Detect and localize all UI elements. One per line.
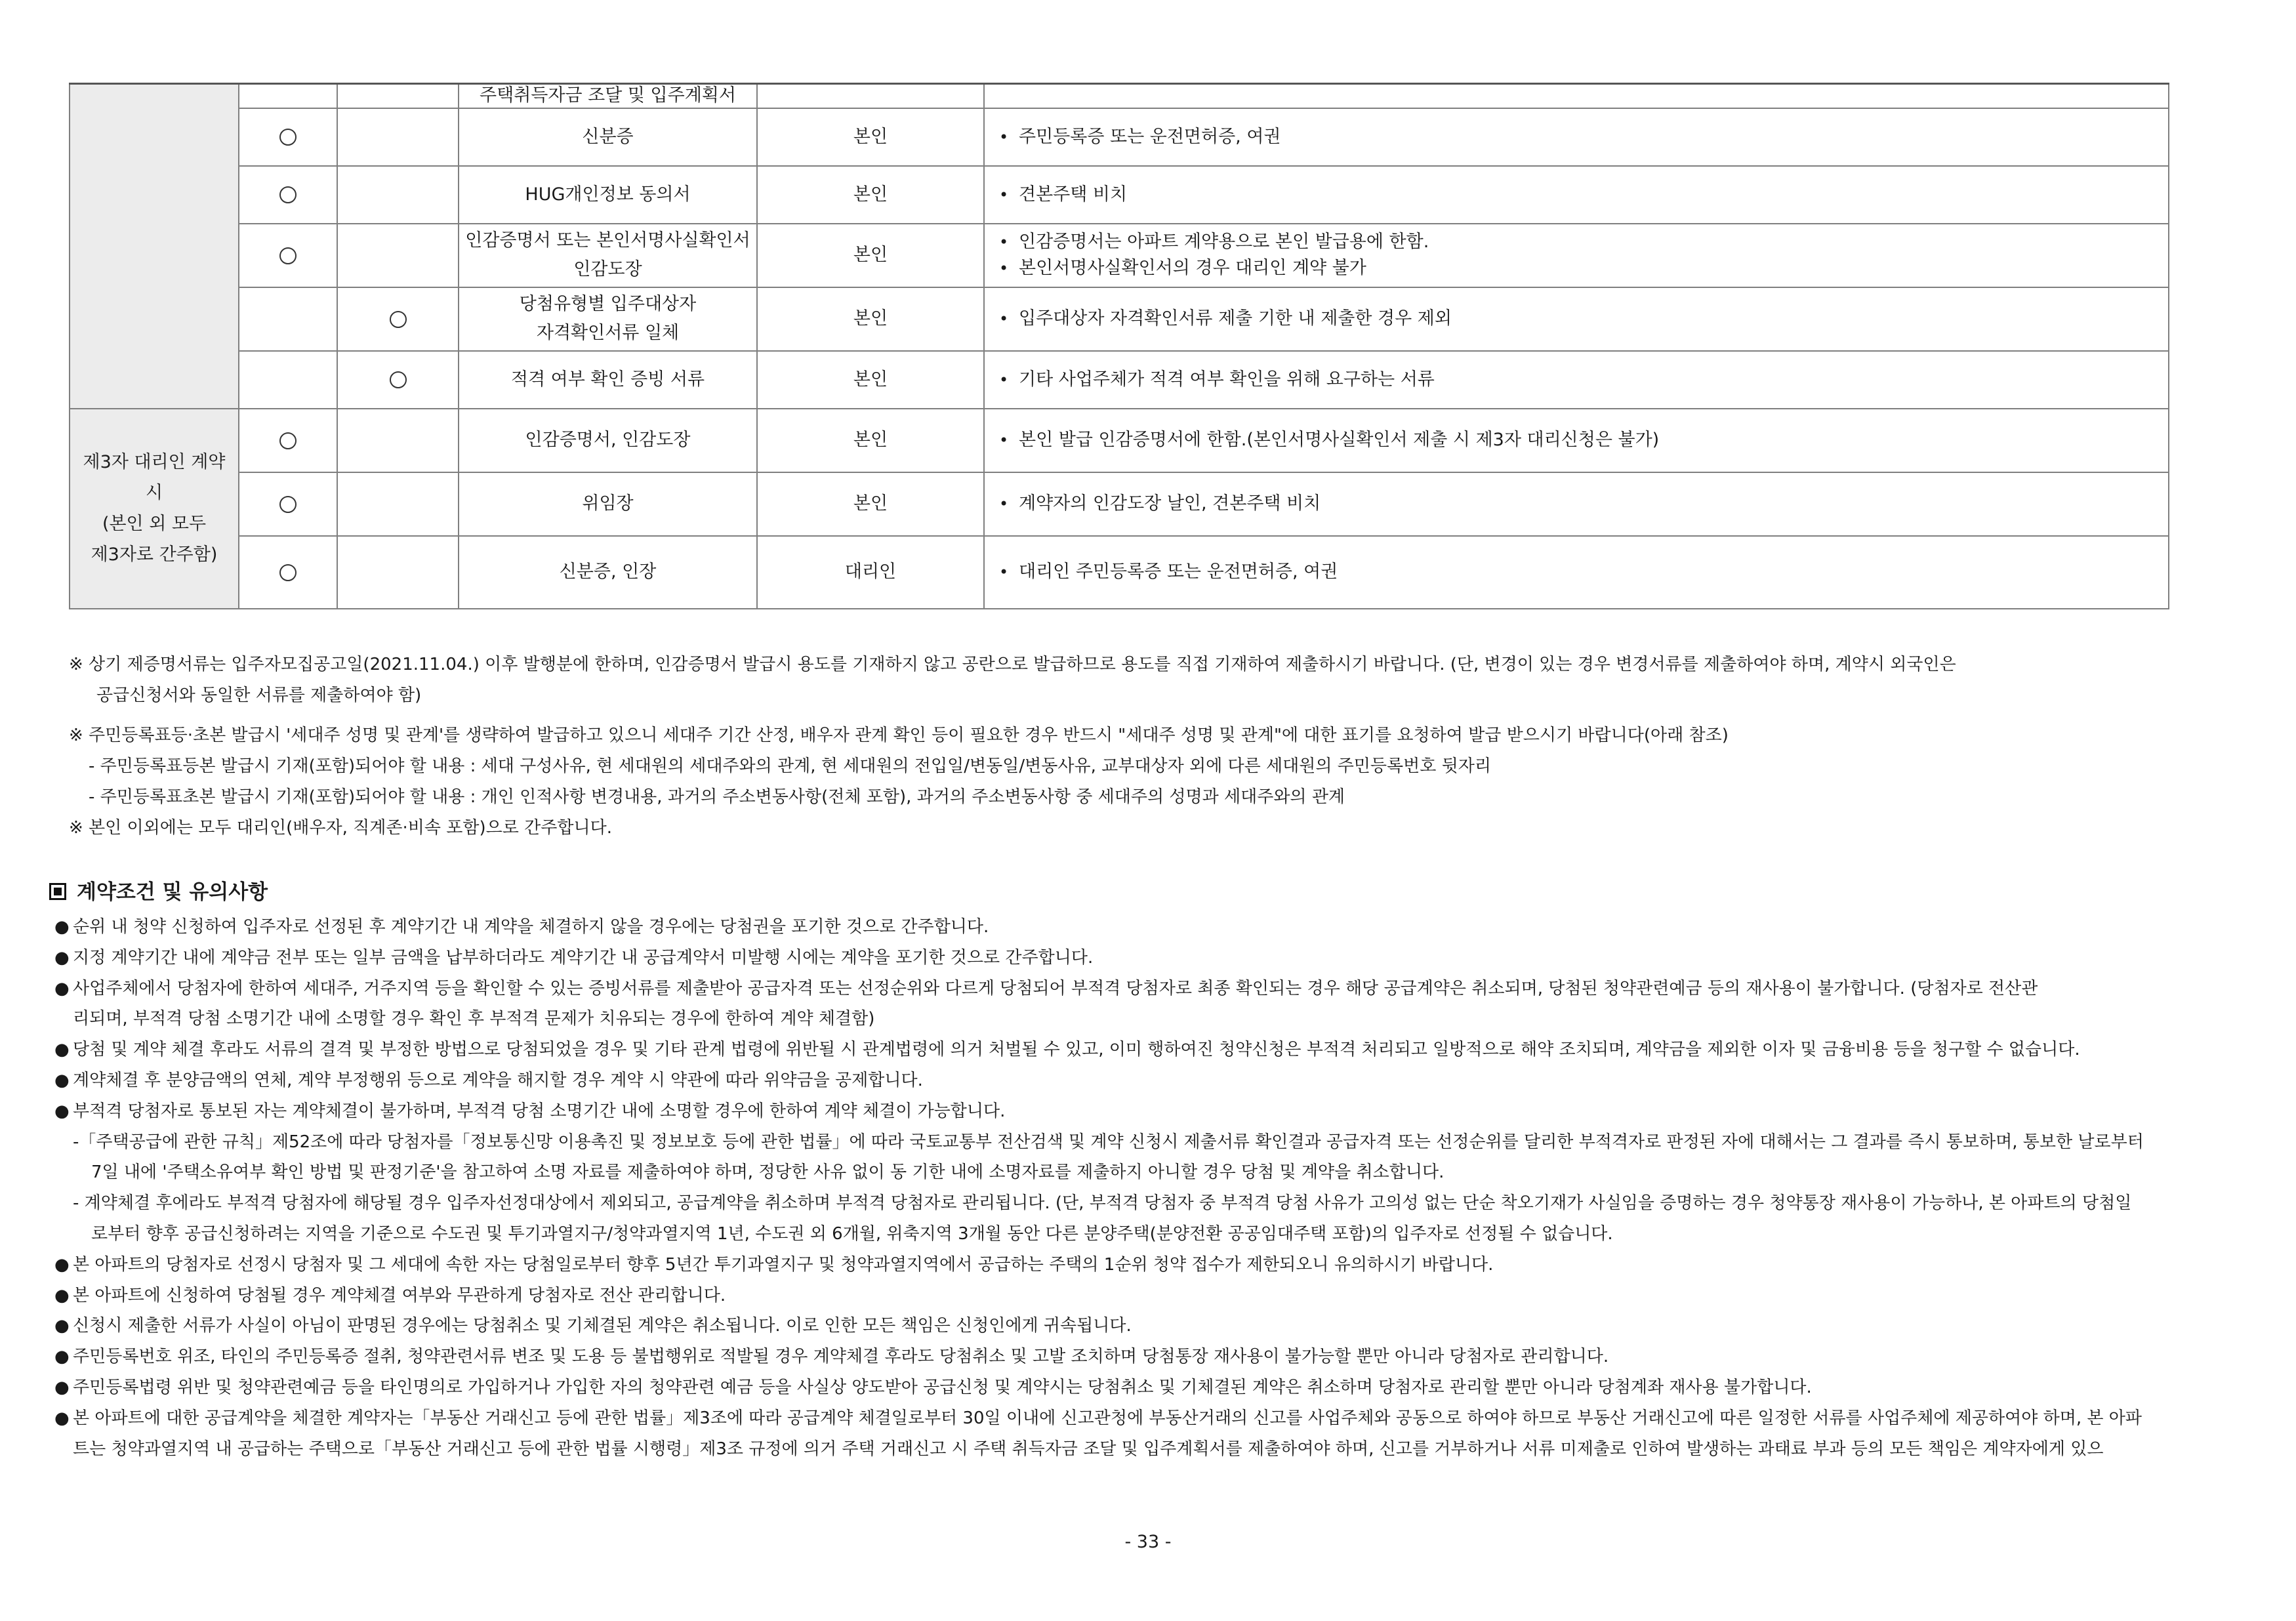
table-row <box>70 224 2169 287</box>
required-documents-table <box>69 83 2169 609</box>
check-circle-cell <box>337 287 459 351</box>
remarks-cell <box>984 166 2169 224</box>
issuer-cell: 본인 <box>757 166 984 224</box>
circle-mark-icon <box>279 564 297 581</box>
page-number: - 33 - <box>1124 1532 1172 1552</box>
check-circle-cell <box>239 108 337 166</box>
note-1-line-1: ※ 상기 제증명서류는 입주자모집공고일(2021.11.04.) 이후 발행분에 한하며, 인감증명서 발급시 용도를 기재하지 않고 공란으로 발급하므로 용도를 직접 기재하여 제출하시기 바랍니다. (단, 변경이 있는 경우 변경서류를 제출하여야 하며, 계약시 외국인은 <box>69 655 1956 674</box>
bullet-icon: ● <box>54 1347 70 1367</box>
check-circle-cell <box>239 409 337 472</box>
bullet-icon: ● <box>54 1316 70 1336</box>
note-3: ※ 본인 이외에는 모두 대리인(배우자, 직계존·비속 포함)으로 간주합니다. <box>69 818 612 838</box>
doc-name-cell: 당첨유형별 입주대상자 자격확인서류 일체 <box>459 287 757 351</box>
section-title: 계약조건 및 유의사항 <box>49 879 2227 905</box>
condition-item: ● 계약체결 후 분양금액의 연체, 계약 부정행위 등으로 계약을 해지할 경우 계약 시 약관에 따라 위약금을 공제합니다. <box>49 1065 2227 1096</box>
bullet-icon: ● <box>54 1377 70 1397</box>
issuer-cell: 본인 <box>757 287 984 351</box>
remark-line: • 계약자의 인감도장 날인, 견본주택 비치 <box>999 489 2163 519</box>
group-cell-self <box>70 84 239 409</box>
doc-name-cell: 인감증명서, 인감도장 <box>459 409 757 472</box>
doc-name-cell: 위임장 <box>459 472 757 536</box>
remark-line: • 본인 발급 인감증명서에 한함.(본인서명사실확인서 제출 시 제3자 대리신청은 불가) <box>999 425 2163 455</box>
remark-line: • 주민등록증 또는 운전면허증, 여권 <box>999 122 2163 152</box>
bullet-icon: • <box>999 185 1009 204</box>
remark-line: • 인감증명서는 아파트 계약용으로 본인 발급용에 한함. <box>999 229 2163 255</box>
condition-item: ● 순위 내 청약 신청하여 입주자로 선정된 후 계약기간 내 계약을 체결하지 않을 경우에는 당첨권을 포기한 것으로 간주합니다. <box>49 912 2227 943</box>
notes-block <box>69 649 2234 844</box>
doc-name-cell: HUG개인정보 동의서 <box>459 166 757 224</box>
bullet-icon: • <box>999 370 1009 389</box>
bullet-icon: • <box>999 563 1009 581</box>
bullet-icon: ● <box>54 1254 70 1275</box>
condition-item: ● 본 아파트에 대한 공급계약을 체결한 계약자는「부동산 거래신고 등에 관한 법률」제3조에 따라 공급계약 체결일로부터 30일 이내에 신고관청에 부동산거래의 신고를 사업주체와 공동으로 하여야 하므로 부동산 거래신고에 따른 일정한 서류를 사업주체에 제공하여야 하며, 본 아파 <box>49 1403 2227 1434</box>
doc-name-cell: 인감증명서 또는 본인서명사실확인서 인감도장 <box>459 224 757 287</box>
group-cell-third-party: 제3자 대리인 계약시 (본인 외 모두 제3자로 간주함) <box>70 409 239 609</box>
circle-mark-icon <box>390 371 407 388</box>
note-2-detail-1: - 주민등록표등본 발급시 기재(포함)되어야 할 내용 : 세대 구성사유, 현 세대원의 세대주와의 관계, 현 세대원의 전입일/변동일/변동사유, 교부대상자 외에 다른 세대원의 주민등록번호 뒷자리 <box>89 756 1492 776</box>
bullet-icon: ● <box>54 1285 70 1305</box>
check-circle-cell <box>337 351 459 409</box>
condition-item: ● 사업주체에서 당첨자에 한하여 세대주, 거주지역 등을 확인할 수 있는 증빙서류를 제출받아 공급자격 또는 선정순위와 다르게 당첨되어 부적격 당첨자로 최종 확인되는 경우 해당 공급계약은 취소되며, 당첨된 청약관련예금 등의 재사용이 불가합니다. (당첨자로 전산관 <box>49 974 2227 1004</box>
check-circle-cell <box>239 224 337 287</box>
bullet-icon: • <box>999 233 1009 251</box>
issuer-cell: 본인 <box>757 409 984 472</box>
table-row <box>70 409 2169 472</box>
circle-mark-icon <box>279 247 297 264</box>
remark-line: • 기타 사업주체가 적격 여부 확인을 위해 요구하는 서류 <box>999 365 2163 395</box>
note-1-line-2: 공급신청서와 동일한 서류를 제출하여야 함) <box>96 686 422 705</box>
remarks-cell <box>984 224 2169 287</box>
bullet-icon: • <box>999 310 1009 328</box>
bullet-icon: ● <box>54 1070 70 1090</box>
remark-line: • 대리인 주민등록증 또는 운전면허증, 여권 <box>999 557 2163 587</box>
condition-subitem: - 계약체결 후에라도 부적격 당첨자에 해당될 경우 입주자선정대상에서 제외되고, 공급계약을 취소하며 부적격 당첨자로 관리됩니다. (단, 부적격 당첨자 중 부적격 당첨 사유가 고의성 없는 단순 착오기재가 사실임을 증명하는 경우 청약통장 재사용이 가능하나, 본 아파트의 당첨일 <box>73 1193 2132 1214</box>
table-row <box>70 166 2169 224</box>
contract-conditions-section <box>49 879 2227 1464</box>
circle-mark-icon <box>279 496 297 513</box>
condition-item: ● 부적격 당첨자로 통보된 자는 계약체결이 불가하며, 부적격 당첨 소명기간 내에 소명할 경우에 한하여 계약 체결이 가능합니다. <box>49 1096 2227 1127</box>
bullet-icon: ● <box>54 1408 70 1428</box>
remarks-cell <box>984 409 2169 472</box>
circle-mark-icon <box>279 432 297 449</box>
condition-item: ● 주민등록번호 위조, 타인의 주민등록증 절취, 청약관련서류 변조 및 도용 등 불법행위로 적발될 경우 계약체결 후라도 당첨취소 및 고발 조치하며 당첨통장 재사용이 불가능할 뿐만 아니라 당첨자로 관리합니다. <box>49 1342 2227 1372</box>
check-circle-cell <box>239 166 337 224</box>
condition-item-continued: 리되며, 부적격 당첨 소명기간 내에 소명할 경우 확인 후 부적격 문제가 치유되는 경우에 한하여 계약 체결함) <box>73 1009 875 1029</box>
table-row <box>70 536 2169 609</box>
bullet-icon: ● <box>54 1101 70 1121</box>
condition-item: ● 신청시 제출한 서류가 사실이 아님이 판명된 경우에는 당첨취소 및 기체결된 계약은 취소됩니다. 이로 인한 모든 책임은 신청인에게 귀속됩니다. <box>49 1311 2227 1342</box>
issuer-cell: 대리인 <box>757 536 984 609</box>
remarks-cell <box>984 108 2169 166</box>
remark-line: • 견본주택 비치 <box>999 180 2163 210</box>
condition-item: ● 지정 계약기간 내에 계약금 전부 또는 일부 금액을 납부하더라도 계약기간 내 공급계약서 미발행 시에는 계약을 포기한 것으로 간주합니다. <box>49 943 2227 974</box>
bullet-icon: • <box>999 495 1009 513</box>
note-2: ※ 주민등록표등·초본 발급시 '세대주 성명 및 관계'를 생략하여 발급하고 있으니 세대주 기간 산정, 배우자 관계 확인 등이 필요한 경우 반드시 "세대주 성명 및 관계"에 대한 표기를 요청하여 발급 받으시기 바랍니다(아래 참조) <box>69 726 1729 745</box>
bullet-icon: • <box>999 127 1009 146</box>
issuer-cell: 본인 <box>757 351 984 409</box>
bullet-icon: ● <box>54 917 70 937</box>
remarks-cell <box>984 472 2169 536</box>
issuer-cell: 본인 <box>757 108 984 166</box>
condition-item: ● 주민등록법령 위반 및 청약관련예금 등을 타인명의로 가입하거나 가입한 자의 청약관련 예금 등을 사실상 양도받아 공급신청 및 계약시는 당첨취소 및 기체결된 계약은 취소하며 당첨자로 관리할 뿐만 아니라 당첨계좌 재사용 불가합니다. <box>49 1372 2227 1403</box>
bullet-icon: ● <box>54 978 70 998</box>
doc-name-cell: 신분증, 인장 <box>459 536 757 609</box>
bullet-icon: ● <box>54 1040 70 1060</box>
bullet-icon: ● <box>54 947 70 968</box>
doc-name-cell: 주택취득자금 조달 및 입주계획서 <box>459 84 757 108</box>
remarks-cell <box>984 351 2169 409</box>
bullet-icon: • <box>999 259 1009 277</box>
table-row <box>70 287 2169 351</box>
check-circle-cell <box>239 536 337 609</box>
condition-subitem-continued: 로부터 향후 공급신청하려는 지역을 기준으로 수도권 및 투기과열지구/청약과열지역 1년, 수도권 외 6개월, 위축지역 3개월 동안 다른 분양주택(분양전환 공공임대주택 포함)의 입주자로 선정될 수 없습니다. <box>91 1223 1613 1244</box>
table-row <box>70 472 2169 536</box>
doc-name-cell: 적격 여부 확인 증빙 서류 <box>459 351 757 409</box>
circle-mark-icon <box>279 129 297 146</box>
condition-item: ● 당첨 및 계약 체결 후라도 서류의 결격 및 부정한 방법으로 당첨되었을 경우 및 기타 관계 법령에 위반될 시 관계법령에 의거 처벌될 수 있고, 이미 행하여진 청약신청은 부적격 처리되고 일방적으로 해약 조치되며, 계약금을 제외한 이자 및 금융비용 등을 청구할 수 없습니다. <box>49 1035 2227 1065</box>
remarks-cell <box>984 536 2169 609</box>
note-2-detail-2: - 주민등록표초본 발급시 기재(포함)되어야 할 내용 : 개인 인적사항 변경내용, 과거의 주소변동사항(전체 포함), 과거의 주소변동사항 중 세대주의 성명과 세대주와의 관계 <box>89 787 1345 807</box>
check-circle-cell <box>239 472 337 536</box>
table-row <box>70 108 2169 166</box>
condition-item-continued: 트는 청약과열지역 내 공급하는 주택으로「부동산 거래신고 등에 관한 법률 시행령」제3조 규정에 의거 주택 거래신고 시 주택 취득자금 조달 및 입주계획서를 제출하여야 하며, 신고를 거부하거나 서류 미제출로 인하여 발생하는 과태료 부과 등의 모든 책임은 계약자에게 있으 <box>73 1439 2104 1459</box>
table-row <box>70 84 2169 108</box>
remarks-cell <box>984 287 2169 351</box>
circle-mark-icon <box>390 311 407 328</box>
condition-subitem-continued: 7일 내에 '주택소유여부 확인 방법 및 판정기준'을 참고하여 소명 자료를 제출하여야 하며, 정당한 사유 없이 동 기한 내에 소명자료를 제출하지 아니할 경우 당첨 및 계약을 취소합니다. <box>91 1162 1445 1183</box>
issuer-cell: 본인 <box>757 472 984 536</box>
square-bullet-icon <box>49 883 66 900</box>
condition-item: ● 본 아파트의 당첨자로 선정시 당첨자 및 그 세대에 속한 자는 당첨일로부터 향후 5년간 투기과열지구 및 청약과열지역에서 공급하는 주택의 1순위 청약 접수가 제한되오니 유의하시기 바랍니다. <box>49 1250 2227 1281</box>
issuer-cell: 본인 <box>757 224 984 287</box>
circle-mark-icon <box>279 186 297 203</box>
condition-item: ● 본 아파트에 신청하여 당첨될 경우 계약체결 여부와 무관하게 당첨자로 전산 관리합니다. <box>49 1281 2227 1311</box>
table-row <box>70 351 2169 409</box>
doc-name-cell: 신분증 <box>459 108 757 166</box>
remark-line: • 입주대상자 자격확인서류 제출 기한 내 제출한 경우 제외 <box>999 304 2163 334</box>
condition-subitem: -「주택공급에 관한 규칙」제52조에 따라 당첨자를「정보통신망 이용촉진 및 정보보호 등에 관한 법률」에 따라 국토교통부 전산검색 및 계약 신청시 제출서류 확인결과 공급자격 또는 선정순위를 달리한 부적격자로 판정된 자에 대해서는 그 결과를 즉시 통보하며, 통보한 날로부터 <box>73 1132 2144 1152</box>
remark-line: • 본인서명사실확인서의 경우 대리인 계약 불가 <box>999 255 2163 281</box>
bullet-icon: • <box>999 431 1009 449</box>
